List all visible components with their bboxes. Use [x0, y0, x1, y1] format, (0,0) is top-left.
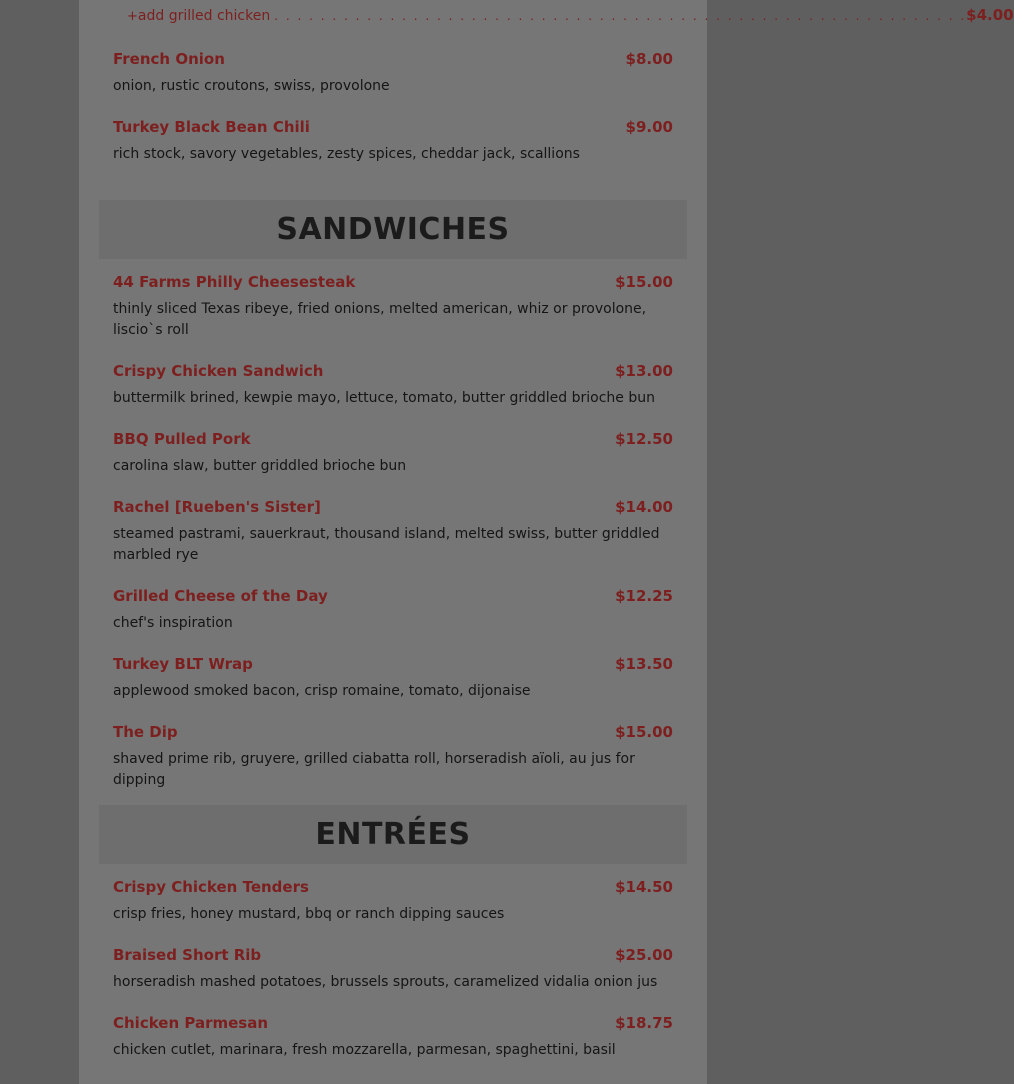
- menu-item: [113, 655, 673, 702]
- item-price: $12.50: [615, 430, 673, 448]
- menu-item: [113, 362, 673, 409]
- item-name: BBQ Pulled Pork: [113, 430, 251, 448]
- item-price: $12.25: [615, 587, 673, 605]
- item-price: $25.00: [615, 946, 673, 964]
- menu-item: [113, 273, 673, 341]
- menu-item: [113, 878, 673, 925]
- menu-item: [113, 498, 673, 566]
- item-name: The Dip: [113, 723, 178, 741]
- item-price: $9.00: [625, 118, 673, 136]
- menu-item: [113, 50, 673, 97]
- item-price: $15.00: [615, 273, 673, 291]
- menu-item: [113, 946, 673, 993]
- menu-item: [113, 118, 673, 165]
- addon-row-grilled-chicken: [127, 6, 1014, 28]
- menu-item: [113, 587, 673, 634]
- item-price: $8.00: [625, 50, 673, 68]
- menu-panel: [79, 0, 1014, 1084]
- item-description: onion, rustic croutons, swiss, provolone: [113, 78, 390, 94]
- item-name: Rachel [Rueben's Sister]: [113, 498, 321, 516]
- addon-plus: +: [127, 9, 138, 24]
- item-description: crisp fries, honey mustard, bbq or ranch dipping sauces: [113, 906, 505, 922]
- section-header-sandwiches: SANDWICHES: [99, 200, 687, 259]
- item-description: carolina slaw, butter griddled brioche bun: [113, 458, 407, 474]
- addon-price: $4.00: [966, 6, 1014, 24]
- item-description: applewood smoked bacon, crisp romaine, tomato, dijonaise: [113, 683, 531, 699]
- item-name: Grilled Cheese of the Day: [113, 587, 328, 605]
- item-description: horseradish mashed potatoes, brussels sprouts, caramelized vidalia onion jus: [113, 974, 658, 990]
- item-price: $18.75: [615, 1014, 673, 1032]
- item-name: Turkey Black Bean Chili: [113, 118, 310, 136]
- menu-item: [113, 723, 673, 791]
- addon-dot-leader: . . . . . . . . . . . . . . . . . . . . . . . . . . . . . . . . . . . . . . . . . . . . . . . . . . . . . . . . . . . .: [274, 9, 967, 23]
- item-price: $15.00: [615, 723, 673, 741]
- addon-label: add grilled chicken: [137, 8, 271, 24]
- menu-item: [113, 1014, 673, 1061]
- item-name: Turkey BLT Wrap: [113, 655, 253, 673]
- item-description: rich stock, savory vegetables, zesty spices, cheddar jack, scallions: [113, 146, 580, 162]
- item-name: Crispy Chicken Sandwich: [113, 362, 324, 380]
- item-description: chef's inspiration: [113, 615, 233, 631]
- section-header-entrees: ENTRÉES: [99, 805, 687, 864]
- item-price: $13.00: [615, 362, 673, 380]
- item-name: French Onion: [113, 50, 225, 68]
- item-name: Braised Short Rib: [113, 946, 262, 964]
- item-description: chicken cutlet, marinara, fresh mozzarella, parmesan, spaghettini, basil: [113, 1042, 616, 1058]
- item-price: $13.50: [615, 655, 673, 673]
- item-price: $14.50: [615, 878, 673, 896]
- menu-item: [113, 430, 673, 477]
- item-name: 44 Farms Philly Cheesesteak: [113, 273, 356, 291]
- item-description: buttermilk brined, kewpie mayo, lettuce, tomato, butter griddled brioche bun: [113, 390, 655, 406]
- item-description: thinly sliced Texas ribeye, fried onions, melted american, whiz or provolone, liscio`s roll: [113, 301, 647, 338]
- item-name: Crispy Chicken Tenders: [113, 878, 309, 896]
- item-price: $14.00: [615, 498, 673, 516]
- item-description: shaved prime rib, gruyere, grilled ciabatta roll, horseradish aïoli, au jus for dipping: [113, 751, 635, 788]
- item-name: Chicken Parmesan: [113, 1014, 269, 1032]
- item-description: steamed pastrami, sauerkraut, thousand island, melted swiss, butter griddled marbled rye: [113, 526, 660, 563]
